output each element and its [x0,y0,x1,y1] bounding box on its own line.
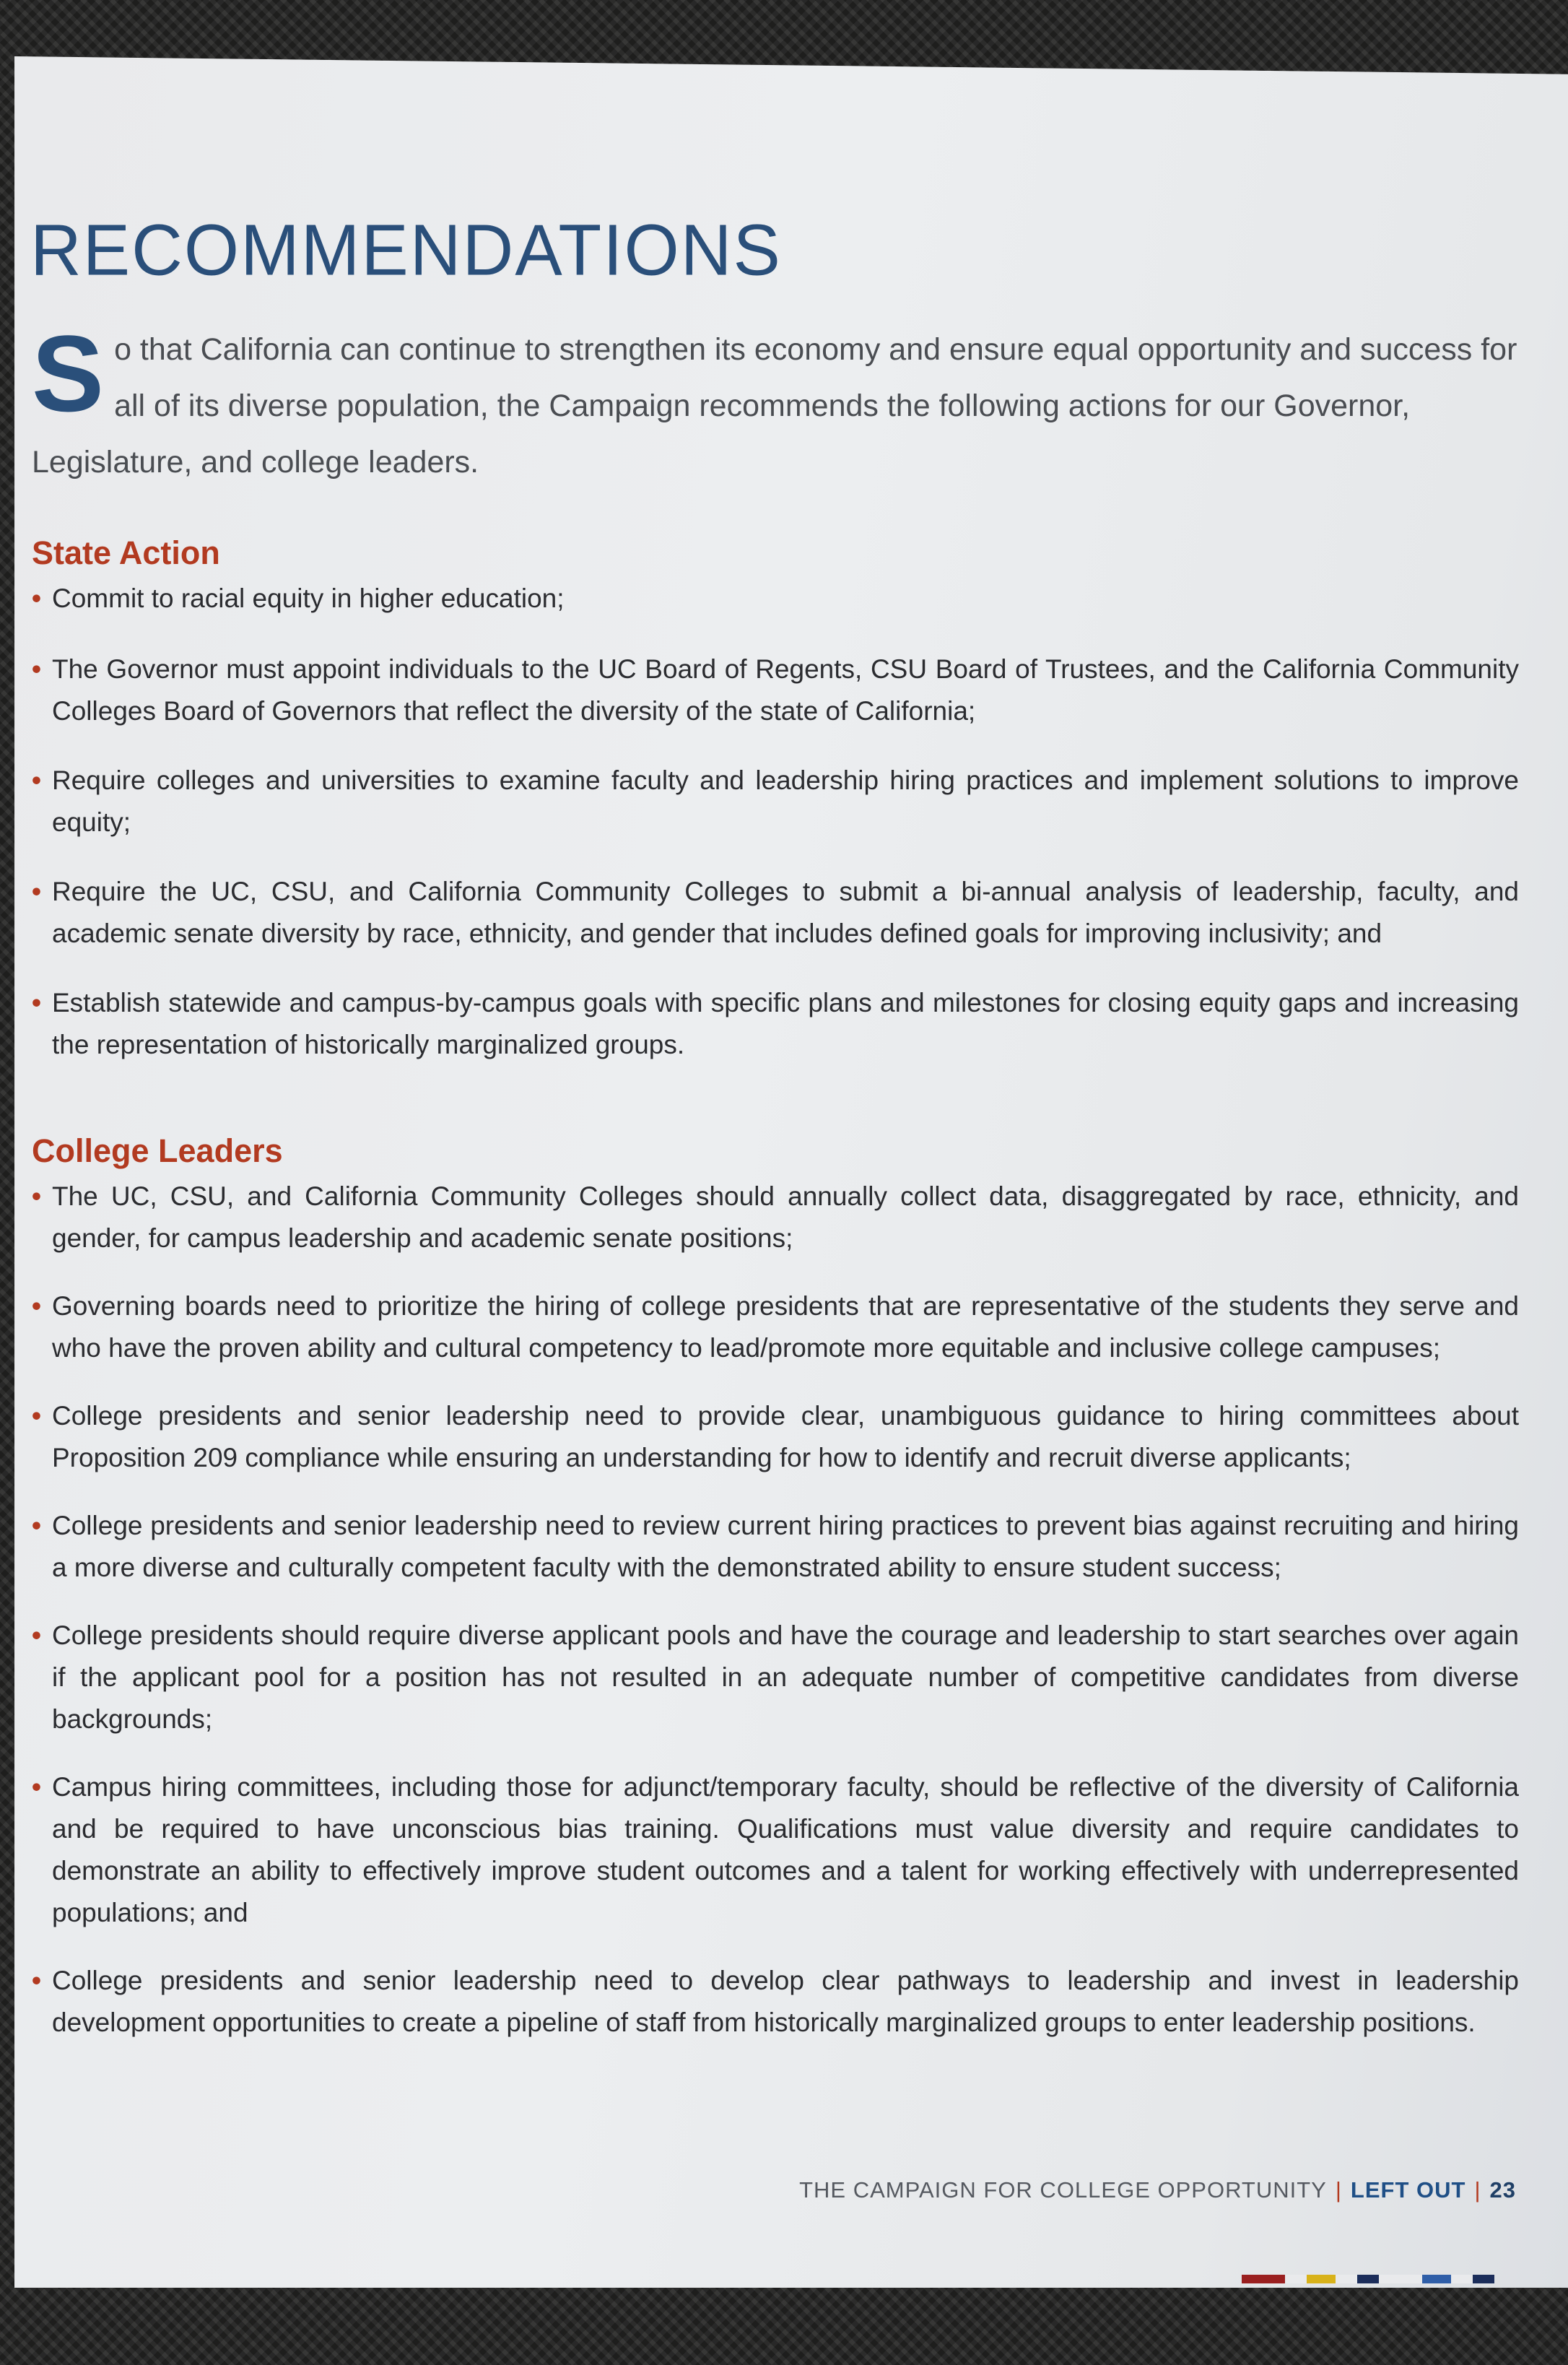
bullet-icon: • [32,654,41,684]
bullet-icon: • [32,1966,41,1995]
list-item: • College presidents should require diverse applicant pools and have the courage and leadership to start searches over again if the applicant pool for a position has not resulted in an adequate number of competitive candidates from diverse backgrounds; [32,1615,1519,1740]
list-item: • Governing boards need to prioritize the hiring of college presidents that are representative of the students they serve and who have the proven ability and cultural competency to lead/promote more equitable and inclusive college campuses; [32,1285,1519,1369]
page-edge-color-strip [1242,2275,1568,2289]
footer-separator: | [1474,2177,1481,2203]
college-leaders-list [32,1176,1519,2044]
list-item: • The Governor must appoint individuals to the UC Board of Regents, CSU Board of Trustees, and the California Community Colleges Board of Governors that reflect the diversity of the state of California; [32,648,1519,732]
footer-org-name: THE CAMPAIGN FOR COLLEGE OPPORTUNITY [799,2177,1327,2203]
list-item: • Campus hiring committees, including those for adjunct/temporary faculty, should be reflective of the diversity of California and be required to have unconscious bias training. Qualifications must value diversity and require candidates to demonstrate an ability to effectively improve student outcomes and a talent for working effectively with underrepresented populations; and [32,1766,1519,1934]
list-item: • College presidents and senior leadership need to develop clear pathways to leadership and invest in leadership development opportunities to create a pipeline of staff from historically marginalized groups to enter leadership positions. [32,1960,1519,2044]
footer-publication-title: LEFT OUT [1350,2177,1466,2203]
intro-paragraph [32,313,1519,490]
list-item: • Commit to racial equity in higher education; [32,578,1519,620]
bullet-icon: • [32,1181,41,1211]
footer-separator: | [1335,2177,1342,2203]
list-item: • Require the UC, CSU, and California Community Colleges to submit a bi-annual analysis of leadership, faculty, and academic senate diversity by race, ethnicity, and gender that includes defined goals for improving inclusivity; and [32,871,1519,955]
list-item: • Establish statewide and campus-by-campus goals with specific plans and milestones for closing equity gaps and increasing the representation of historically marginalized groups. [32,982,1519,1066]
bullet-icon: • [32,765,41,795]
page-footer [787,2177,1516,2203]
college-leaders-section [32,1132,1519,2044]
section-heading-college-leaders: College Leaders [32,1132,283,1169]
list-item: • Require colleges and universities to examine faculty and leadership hiring practices and implement solutions to improve equity; [32,760,1519,843]
list-item: • College presidents and senior leadership need to provide clear, unambiguous guidance to hiring committees about Proposition 209 compliance while ensuring an understanding for how to identify and recruit diverse applicants; [32,1395,1519,1479]
bullet-icon: • [32,1291,41,1321]
bullet-icon: • [32,1620,41,1650]
list-item: • College presidents and senior leadership need to review current hiring practices to prevent bias against recruiting and hiring a more diverse and culturally competent faculty with the demonstrated ability to ensure student success; [32,1505,1519,1589]
page-title: RECOMMENDATIONS [30,209,782,291]
bullet-icon: • [32,988,41,1017]
drop-cap: S [32,313,105,434]
list-item: • The UC, CSU, and California Community Colleges should annually collect data, disaggregated by race, ethnicity, and gender, for campus leadership and academic senate positions; [32,1176,1519,1259]
intro-text: o that California can continue to strengthen its economy and ensure equal opportunity and success for all of its diverse population, the Campaign recommends the following actions for our Governor, Legislature, and college leaders. [32,332,1517,479]
bullet-icon: • [32,583,41,613]
footer-page-number: 23 [1489,2177,1516,2203]
bullet-icon: • [32,1772,41,1802]
state-action-list [32,578,1519,1066]
state-action-section [32,534,1519,1066]
section-heading-state-action: State Action [32,534,220,571]
bullet-icon: • [32,877,41,906]
bullet-icon: • [32,1401,41,1431]
bullet-icon: • [32,1511,41,1540]
